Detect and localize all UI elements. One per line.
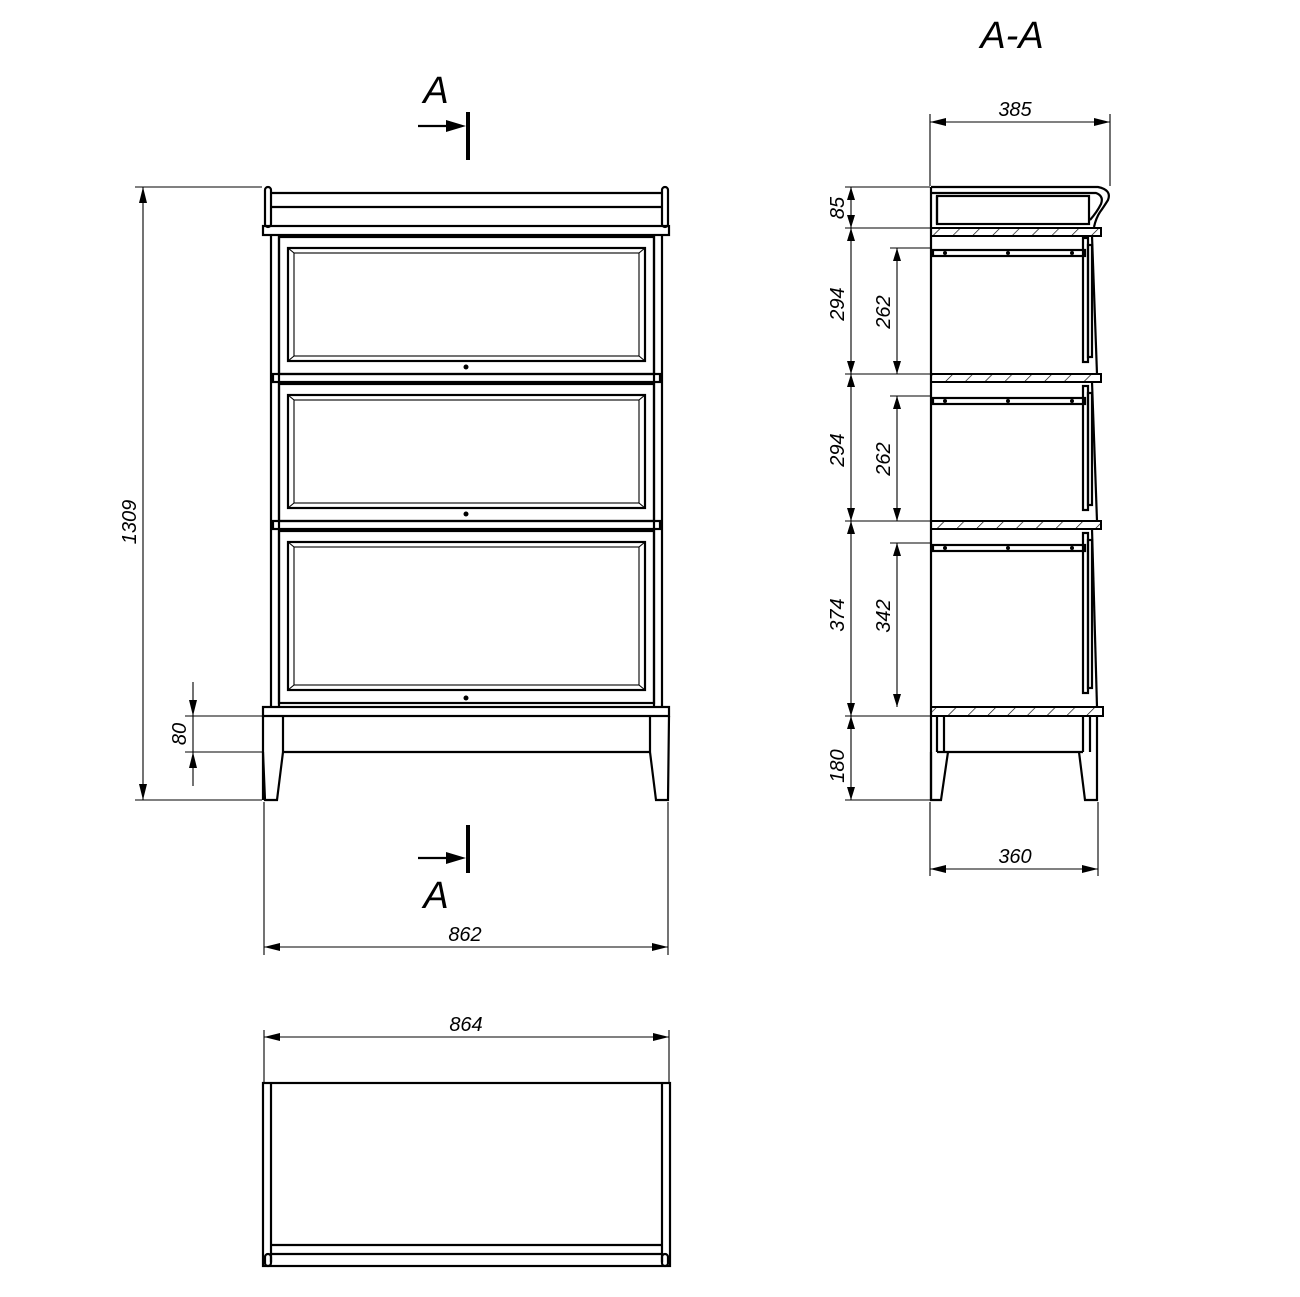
section-drawer-2 [933,382,1097,521]
section-view [931,187,1109,800]
section-drawer-1 [933,236,1097,374]
dim-leg-height: 180 [827,749,849,783]
dim-drawer-2-front: 262 [873,442,895,476]
front-base [263,707,669,800]
dim-base-depth: 360 [998,846,1032,868]
drawer-knob-icon [464,512,469,517]
svg-text:A: A [423,875,449,917]
dim-drawer-2-opening: 294 [827,433,849,467]
front-drawer-1 [273,237,660,382]
svg-text:A: A [423,70,449,112]
arrow-right-icon [446,852,466,864]
front-drawer-3 [279,531,654,703]
dim-overall-width: 862 [448,924,482,946]
dim-top-width: 864 [449,1014,483,1036]
section-shelf-3 [931,521,1101,529]
section-base [931,716,1097,800]
section-marker-bottom [418,825,468,917]
dim-drawer-3-front: 342 [873,599,895,633]
dim-overall-height: 1309 [119,499,141,545]
arrow-right-icon [446,120,466,132]
dim-section-depth: 385 [998,99,1032,121]
dim-drawer-1-front: 262 [873,295,895,329]
top-dimensions [264,1014,669,1082]
section-shelf-2 [931,374,1101,382]
front-top-rail [263,187,669,235]
section-shelf-4 [931,707,1103,716]
front-drawer-2 [273,384,660,529]
section-marker-top [418,70,468,160]
section-dimensions [827,99,1110,876]
drawer-knob-icon [464,365,469,370]
dim-plinth-height: 80 [169,722,191,746]
front-carcass [271,235,662,707]
section-title: A-A [980,15,1044,57]
top-view [263,1083,670,1266]
front-dimensions [119,187,668,955]
front-view [263,187,669,800]
section-shelf-1 [931,228,1101,236]
section-drawer-3 [933,529,1097,707]
dim-drawer-1-opening: 294 [827,287,849,321]
dim-drawer-3-opening: 374 [827,598,849,632]
dim-top-rail: 85 [827,196,849,220]
drawer-knob-icon [464,696,469,701]
